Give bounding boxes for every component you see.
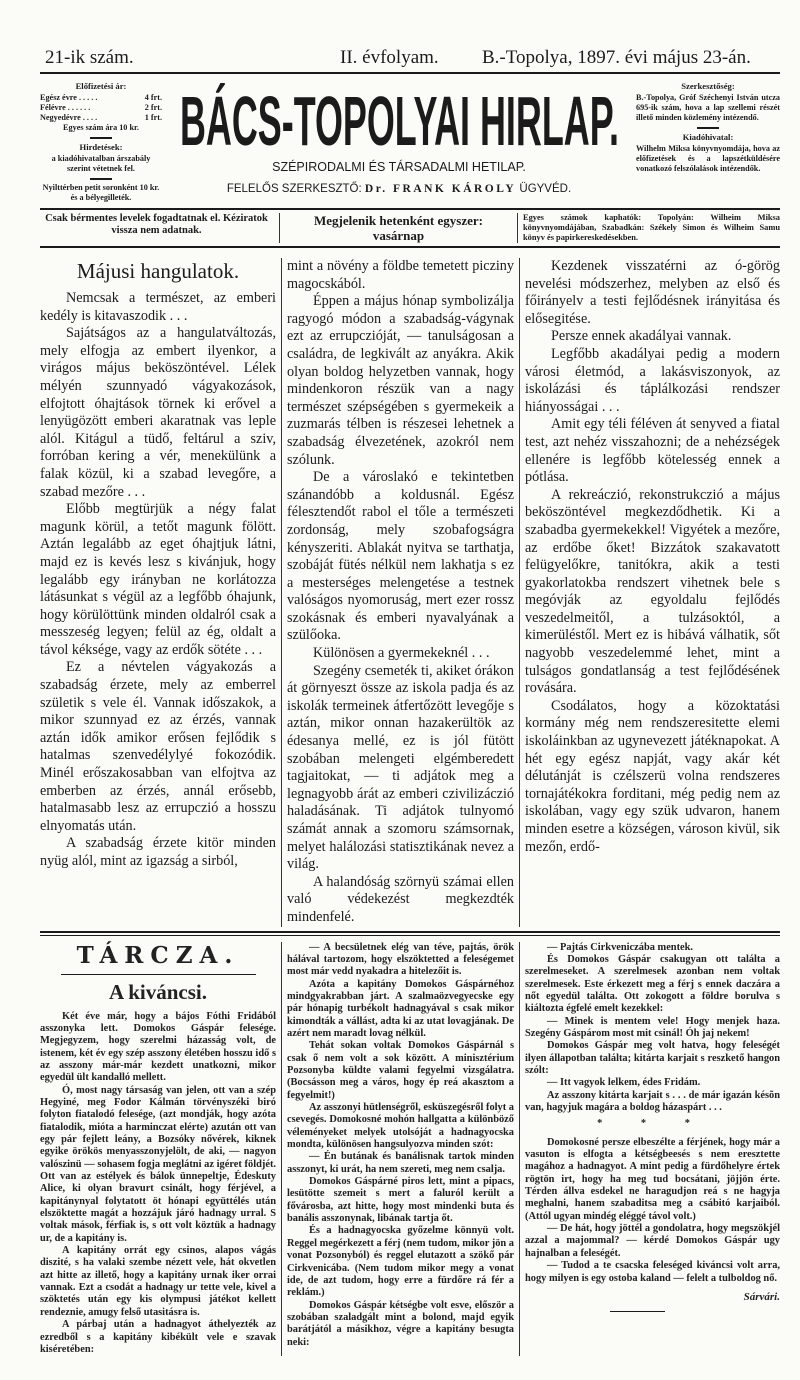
publisher-heading: Kiadóhivatal: — [682, 132, 734, 142]
paragraph: Domokos Gáspár meg volt hatva, hogy feleségét ilyen állapotban találta; kitárta karjait s reszkető hangon szólt: — [525, 1040, 780, 1076]
price-value: 1 frt. — [144, 113, 162, 122]
divider — [90, 137, 112, 139]
lead-article-column — [40, 258, 281, 927]
price-value: 4 frt. — [144, 93, 162, 102]
editor-title: ÜGYVÉD. — [519, 183, 572, 195]
issue-date: B.-Topolya, 1897. évi május 23-án. — [482, 47, 751, 68]
paragraph: — Pajtás Cirkveniczába mentek. — [547, 941, 694, 953]
editor-label: FELELŐS SZERKESZTŐ: — [226, 183, 362, 195]
paragraph: mint a növény a földbe temetett picziny magocskából. — [287, 258, 514, 292]
section-heading: TÁRCZA. — [76, 941, 240, 969]
divider — [697, 127, 719, 129]
masthead-subtitle: SZÉPIRODALMI ÉS TÁRSADALMI HETILAP. — [272, 160, 526, 174]
paragraph: — Minek is mentem vele! Hogy menjek haza. Szegény Gáspárom most mit csinál! Óh jaj nekem! — [525, 1015, 780, 1039]
header — [40, 74, 780, 208]
lead-article-column — [519, 258, 780, 927]
paragraph: — Tudod a te csacska feleséged kiváncsi volt arra, hogy milyen is egy ostoba kaland — felelt a tulboldog nő. — [525, 1260, 780, 1284]
paragraph: Tehát sokan voltak Domokos Gáspárnál s csak ő nem volt a sok között. A minisztérium Pozsonyba küldte valami fegyelmi vizsgálatra. (Bocsásson meg a város, hogy ép reá akasztom a fegyelmit!) — [287, 1040, 514, 1101]
paragraph: A halandóság szörnyü számai ellen való védekezést megkezdték mindenfelé. — [287, 873, 514, 925]
paragraph: — Én butának és banálisnak tartok minden asszonyt, ki urát, ha nem szereti, meg nem csalja. — [287, 1151, 514, 1175]
price-label: Félévre . . . . . . — [40, 103, 91, 112]
paragraph: Domokos Gáspárné piros lett, mint a pipacs, lesütötte szemeit s mert a faluról került a fővárosba, azt hitte, hogy most mindenki buta és banális asszonynak, libának tartja őt. — [287, 1176, 514, 1225]
letters-notice: Csak bérmentes levelek fogadtatnak el. Kéziratok vissza nem adatnak. — [45, 213, 268, 236]
divider — [61, 974, 256, 975]
price-label: Egész évre . . . . . — [40, 93, 98, 102]
ads-text: a kiadóhivatalban árszabály szerint vétetnek fel. — [51, 154, 151, 173]
paragraph: Kezdenek visszatérni az ó-görög nevelési módszerhez, melyben az első és főirányelv a testi fejlődésnek irányitása és elősegitése. — [525, 258, 780, 327]
paragraph: Domokosné persze elbeszélte a férjének, hogy már a vasuton is elfogta a kétségbeesés s nem eresztette magához a hadnagyot. A mint pedig a fürdőhelyre értek rögtön irt, hogy ha meg tud bocsátani, jöjjön érte. Térden állva esdekel ne haragudjon reá s ne hagyja meghalni, hanem szabaditsa meg a csábitó karjaiból. (Attól ugyan mindég eléggé távol volt.) — [525, 1136, 780, 1222]
notice-row — [40, 210, 780, 246]
issue-number: 21-ik szám. — [45, 47, 134, 68]
feuilleton — [40, 936, 780, 1357]
divider — [90, 178, 112, 180]
story-title: A kiváncsi. — [108, 979, 208, 1004]
volume: II. évfolyam. — [340, 47, 439, 68]
paragraph: Amit egy téli féléven át senyved a fiatal test, azt nehéz visszahozni; de a nehézségek ellenére is legfőbb kötelesség ennek a pótlása. — [525, 416, 780, 486]
story-column — [40, 942, 281, 1357]
office-box — [636, 81, 780, 174]
paragraph: Az asszonyi hütlenségről, esküszegésről folyt a csevegés. Domokosné mohón hallgatta a különböző véleményeket melyek utolsóját a hadnagyocska mondta, különösen hangsulyozva minden szót: — [287, 1102, 514, 1151]
editorial-heading: Szerkesztőség: — [681, 81, 735, 91]
editorial-text: B.-Topolya, Gróf Széchenyi István utcza 695-ik szám, hova a lap szellemi részét illető minden közlemény intézendő. — [636, 93, 780, 122]
paragraph: Legfőbb akadályai pedig a modern városi életmód, a lakásviszonyok, az iskolázási és táplálkozási rendszer hiányosságai . . . — [525, 345, 780, 415]
newspaper-page — [40, 46, 780, 1356]
publisher-text: Wilhelm Miksa könyvnyomdája, hova az előfizetések és a lapszétküldésére vonatkozó felszólalások intézendők. — [636, 144, 780, 173]
paragraph: A párbaj után a hadnagyot áthelyezték az ezredből s a kapitány kibékült vele e szavak kiséretében: — [40, 1319, 276, 1355]
price-label: Negyedévre . . . . — [40, 113, 98, 122]
divider — [40, 931, 780, 933]
price-row — [40, 113, 162, 123]
paragraph: Éppen a május hónap symbolizálja ragyogó módon a szabadság-vágynak ezt az errupczióját, — tanulságosan a családra, de legkivált az anyákra. Akik olyan boldog helyzetben vannak, hogy mindenkoron részük van a nagy természet szépségében s gyermekeik a zuzmarás télben is részesei lehetnek a szabadság élvezetének, azokról nem szólunk. — [287, 293, 514, 468]
paragraph: A szabadság érzete kitör minden nyüg alól, mint az igazság a sirból, — [40, 835, 276, 869]
paragraph: Ez a névtelen vágyakozás a szabadság érzete, mely az emberrel születik s vele él. Vannak időszakok, a mikor szunnyad ez az érzés, vannak aztán idők amikor erősen fejlődik s hatalmas szenvedélylyé fokozódik. Minél erőszakosabban van elfojtva az emberben az érzés, annál erősebb, hatalmasabb lesz az errupczió a hosszu elnyomatás után. — [40, 659, 276, 834]
paragraph: És Domokos Gáspár csakugyan ott találta a szerelmeseket. A szerelmesek azonban nem voltak szerelmesek. Este érkezett meg a férj s ennek daczára a nőt egyedül találta. Ott zokogott a földre borulva s kiáltozta égfelé emelt kezekkel: — [525, 953, 780, 1015]
editor-name: Dr. FRANK KÁROLY — [364, 183, 517, 195]
paragraph: Előbb megtürjük a négy falat magunk körül, a tetőt magunk fölött. Aztán legalább az eget óhajtjuk látni, majd ez is kevés lesz s kivánjuk, hogy legalább egy irányban ne korlátozza látásunkat s végül az a legfőbb óhajunk, hogy körülöttünk minden oldalról csak a messzeség legyen; felül az ég, oldalt a távol kéksége, vagy az erdők sötéte . . . — [40, 501, 276, 658]
paragraph: Különösen a gyermekeknél . . . — [313, 645, 490, 662]
paragraph: — A becsületnek elég van téve, pajtás, örök hálával tartozom, hogy elszöktetted a feleségemet most már vedd nyakadra a hitelezőit is. — [287, 941, 514, 978]
editor-line — [172, 181, 627, 197]
ads-heading: Hirdetések: — [79, 142, 123, 152]
paragraph: Nemcsak a természet, az emberi kedély is kitavaszodik . . . — [40, 290, 276, 324]
paragraph: Sajátságos az a hangulatváltozás, mely elfogja az embert ilyenkor, a virágos május beköszöntével. Lélek mélyén szunnyadó vágyakozások, elfojtott óhajtások törnek ki erővel a lenyügözött emberi akaratnak vas leple alól. Kitágul a tüdő, feltárul a sziv, forróban kering a vér, menekülünk a falak közül, ki a szabad levegőre, a szabad mezőre . . . — [40, 325, 276, 500]
paragraph: Ó, most nagy társaság van jelen, ott van a szép Hegyiné, meg Fodor Kálmán törvényszéki biró folyton fiatalodó felesége, (azt mondják, hogy azóta fiatalodik, mióta a harminczat elérte) azután ott van egy pár fejlett leány, a Bozsóky nővérek, kiknek egyike örökös menyasszonyjelölt, de aki, — nagyon valószinü — sohasem fogja meglátni az igéret földjét. Ott van az estélyek és bálok ünnepeltje, Édeskuty Alice, ki olyan bravurt csinált, hogy férjével, a kapitánynyal folytatott öt hónapi együttélés után elszöktette magát a hozzájuk járó hadnagy urral. S voltak mások, férfiak is, s ott volt köztük a hadnagy ur, de a kapitány is. — [40, 1084, 276, 1244]
paragraph: De a városlakó e tekintetben szánandóbb a koldusnál. Egész félesztendőt rabol el tőle a természeti zordonság, mely szobafogságra kényszeriti. Ablakát nyitva se tarthatja, szobáját fütés nélkül nem lakhatja s ez a mesterséges melengetése a testnek valóságos nyomoruság, mert ezer rossz szokásnak és emberi nyavalyának a szülőoka. — [287, 469, 514, 644]
single-price: Egyes szám ára 10 kr. — [63, 123, 139, 132]
price-row — [40, 93, 162, 103]
masthead-title-graphic — [172, 81, 627, 153]
paragraph: Szegény csemeték ti, akiket órákon át görnyeszt össze az iskola padja és az iskolák termeinek átfertőzött levegője s aztán, mikor onnan hazakerültök az édesanya mellé, ez is jól fütött szobában melengeti elgémberedett tagjaitokat, — ti adjátok meg a legnagyobb árát az emberi czivilizáczió haladásának. Ti adjátok tulnyomó számát annak a szomoru számsornak, melyet halálozási statisztikának nevez a világ. — [287, 662, 514, 873]
paragraph: Persze ennek akadályai vannak. — [551, 328, 732, 345]
paragraph: Csodálatos, hogy a közoktatási kormány még nem rendszeresitette elemi iskoláinkban az ugynevezett játéknapokat. A hét egy egész napját, vagy akár két délutánját is czélszerü volna rendszeres tornajátékokra forditani, még pedig nem az iskolában, vagy egy szük udvaron, hanem minden esetre a községen, városon kivül, sik mezőn, erdő- — [525, 697, 780, 855]
end-rule — [610, 1311, 665, 1312]
open-space-text: Nyilttérben petit soronként 10 kr. és a bélyegilleték. — [42, 183, 160, 202]
subscription-heading: Előfizetési ár: — [75, 81, 127, 91]
paragraph: Az asszony kitárta karjait s . . . de már igazán késõn van, hagyjuk magára a boldog házaspárt . . . — [525, 1089, 780, 1114]
story-column — [519, 942, 780, 1357]
paragraph: Azóta a kapitány Domokos Gáspárnéhoz mindgyakrabban járt. A szalmaözvegyecske egy pár hónapig turbékolt hadnagyával s csak mikor kimondták a vállást, adta ki az utat lovagjának. De azért nem maradt lovag nélkül. — [287, 978, 514, 1039]
newspaper-title: BÁCS-TOPOLYAI HIRLAP. — [179, 82, 619, 153]
paragraph: — De hát, hogy jöttél a gondolatra, hogy megszökjél azzal a majommal? — kérdé Domokos Gáspár ugy hajnalban a feleségét. — [525, 1223, 780, 1259]
paragraph: A kapitány orrát egy csinos, alapos vágás diszité, s ha valaki szembe nézett vele, hát okvetlen azt hitte az illető, hogy a kapitány urnak iker orrai vannak. Ezt a csodát a hadnagy ur tette vele, kivel a szöktetés után egy kis olympusi játékot kellett rendeznie, amugy felső utasitásra is. — [40, 1245, 276, 1318]
paragraph: — Itt vagyok lelkem, édes Fridám. — [547, 1077, 701, 1089]
price-value: 2 frt. — [144, 103, 162, 112]
subscription-box — [40, 81, 162, 203]
issue-line — [40, 46, 780, 72]
paragraph: Domokos Gáspár kétségbe volt esve, először a szobában szaladgált mint a bolond, majd egyik barátjától a másikhoz, végre a kapitány besugta neki: — [287, 1299, 514, 1348]
lead-article — [40, 248, 780, 931]
author-signature: Sárvári. — [743, 1290, 780, 1303]
article-title: Májusi hangulatok. — [76, 259, 240, 283]
copies-notice: Egyes számok kaphatók: Topolyán: Wilheim Miksa könyvnyomdájában, Szabadkán: Székely Simon és Wilheim Samu könyv és papirkereskedésekben. — [523, 213, 780, 242]
lead-article-column — [281, 258, 519, 927]
story-column — [281, 942, 519, 1357]
appearance-day: vasárnap — [372, 228, 425, 243]
section-break: * * * — [597, 1118, 708, 1130]
price-row — [40, 103, 162, 113]
paragraph: És a hadnagyocska győzelme könnyü volt. Reggel megérkezett a férj (nem tudom, mikor jön a vonat Pozsonyból) és reggel elutazott a szökő pár Cirkvenicába. (Nem tudom mikor megy a vonat ide, de azt tudom, hogy erre a fürdőre rá fér a reklám.) — [287, 1225, 514, 1299]
paragraph: Két éve már, hogy a bájos Fóthi Fridából asszonyka lett. Domokos Gáspár felesége. Megjegyzem, hogy szerelmi házasság volt, de istenem, két év egy szép asszony életében hosszu idő s az asszony már-már kezdett unatkozni, mikor egyedül ült kandalló mellett. — [40, 1010, 276, 1084]
paragraph: A rekreáczió, rekonstrukczió a május beköszöntével megkezdődhetik. Ki a szabadba gyermekekkel! Vigyétek a mezőre, az erdőbe őket! Bizzátok szakavatott felügyelőkre, tanitókra, akik a testi gyakorlatokba rendszert vihetnek bele s megóvják az egyoldalu fejlődés veszedelmeitől, a tulzásoktól, a kimerüléstől. Mert ez is hibává válhatik, sőt nagyobb veszedelemmé lehet, mint a tulságos gondatlanság a test fejlődésének rovására. — [525, 486, 780, 697]
appearance-label: Megjelenik hetenként egyszer: — [314, 213, 483, 228]
masthead — [172, 81, 627, 197]
appearance-notice — [279, 213, 518, 243]
